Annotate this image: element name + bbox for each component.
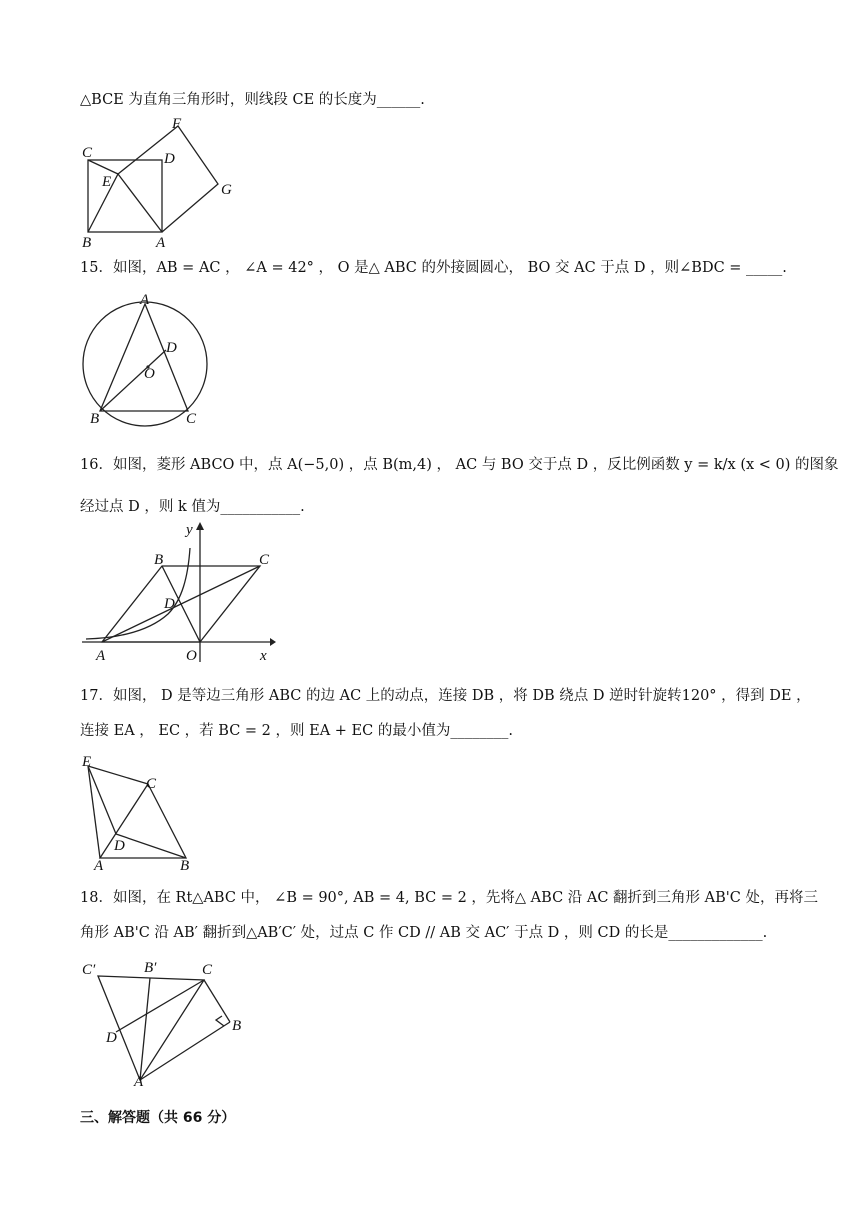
q16-text-2: 经过点 D ，则 k 值为___________. <box>80 499 305 515</box>
q14-label-c: C <box>82 145 93 161</box>
q16-label-x: x <box>260 648 267 664</box>
q14-label-g: G <box>221 182 232 198</box>
q14-label-f: F <box>172 116 182 132</box>
q17-text-1: 17．如图， D 是等边三角形 ABC 的边 AC 上的动点，连接 DB ，将 DB 绕点 D 逆时针旋转120° ，得到 DE ， <box>80 688 811 704</box>
q17-label-e: E <box>82 754 92 770</box>
q17-label-d: D <box>114 838 125 854</box>
q17-figure <box>78 754 208 874</box>
q16-label-y: y <box>186 522 193 538</box>
q17-label-c: C <box>146 776 157 792</box>
q16-label-d: D <box>164 596 175 612</box>
q14-label-b: B <box>82 235 92 250</box>
q16-label-c: C <box>259 552 270 568</box>
q15-figure <box>78 292 218 432</box>
q18-text-2: 角形 AB'C 沿 AB′ 翻折到△AB′C′ 处，过点 C 作 CD // AB 交 AC′ 于点 D ，则 CD 的长是_____________. <box>80 925 768 941</box>
q15-label-o: O <box>144 366 155 382</box>
q14-figure <box>78 114 248 250</box>
q14-label-a: A <box>156 235 166 250</box>
q15-text: 15．如图，AB = AC ， ∠A = 42° ， O 是△ ABC 的外接圆圆心， BO 交 AC 于点 D ，则∠BDC = _____. <box>80 260 787 276</box>
q15-label-b: B <box>90 411 100 427</box>
q16-label-a: A <box>96 648 106 664</box>
q18-label-c1: C′ <box>82 962 96 978</box>
q16-label-o: O <box>186 648 197 664</box>
q15-label-c: C <box>186 411 197 427</box>
q18-label-b1: B′ <box>144 960 157 976</box>
q18-label-d: D <box>106 1030 117 1046</box>
q18-label-a: A <box>134 1074 144 1086</box>
q18-text-1: 18．如图，在 Rt△ABC 中， ∠B = 90°, AB = 4, BC = 2 ，先将△ ABC 沿 AC 翻折到三角形 AB'C 处，再将三 <box>80 890 818 906</box>
q15-label-a: A <box>140 292 150 308</box>
q16-figure <box>78 522 278 664</box>
q18-figure <box>78 956 258 1086</box>
q18-label-b: B <box>232 1018 242 1034</box>
q17-label-b: B <box>180 858 190 874</box>
q18-label-c: C <box>202 962 213 978</box>
q16-text-1: 16．如图，菱形 ABCO 中，点 A(−5,0) ，点 B(m,4) ， AC 与 BO 交于点 D ，反比例函数 y = k/x (x < 0) 的图象 <box>80 457 839 473</box>
q14-text: △BCE 为直角三角形时，则线段 CE 的长度为______. <box>80 92 425 108</box>
q17-label-a: A <box>94 858 104 874</box>
q15-label-d: D <box>166 340 177 356</box>
q14-label-e: E <box>102 174 112 190</box>
q17-text-2: 连接 EA ， EC ，若 BC = 2 ，则 EA + EC 的最小值为________. <box>80 723 513 739</box>
q16-label-b: B <box>154 552 164 568</box>
section-title: 三、解答题（共 66 分） <box>80 1110 236 1126</box>
q14-label-d: D <box>164 151 175 167</box>
